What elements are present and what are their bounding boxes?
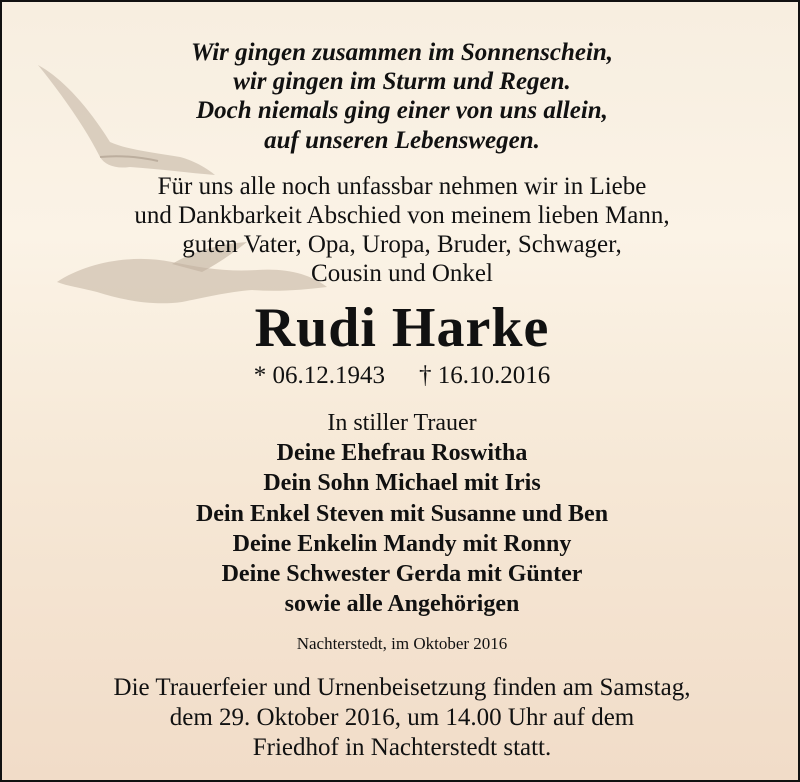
mourner-line: sowie alle Angehörigen [284,591,520,617]
funeral-line: dem 29. Oktober 2016, um 14.00 Uhr auf dem [169,704,635,731]
deceased-name: Rudi Harke [254,297,550,359]
poem-line: Wir gingen zusammen im Sonnenschein, [190,39,614,66]
mourner-line: Deine Ehefrau Roswitha [276,440,528,466]
intro-line: Für uns alle noch unfassbar nehmen wir in Liebe [157,173,647,200]
life-dates [2,363,800,388]
place-date: Nachterstedt, im Oktober 2016 [296,634,508,653]
intro-line: Cousin und Onkel [311,260,493,287]
intro-line: und Dankbarkeit Abschied von meinem lieben Mann, [134,202,670,229]
intro-line: guten Vater, Opa, Uropa, Bruder, Schwager, [182,231,622,258]
death-date: † 16.10.2016 [419,362,551,389]
poem-line: Doch niemals ging einer von uns allein, [196,97,608,124]
mourner-line: Dein Enkel Steven mit Susanne und Ben [195,501,609,527]
mourner-line: Deine Schwester Gerda mit Günter [221,561,583,587]
birth-date: * 06.12.1943 [253,362,385,389]
funeral-line: Die Trauerfeier und Urnenbeisetzung finden am Samstag, [113,674,691,701]
funeral-line: Friedhof in Nachterstedt statt. [252,734,552,761]
mourner-line: Deine Enkelin Mandy mit Ronny [232,531,572,557]
poem-line: auf unseren Lebenswegen. [264,127,540,154]
mourning-heading: In stiller Trauer [327,410,477,436]
mourner-line: Dein Sohn Michael mit Iris [263,470,541,496]
poem-line: wir gingen im Sturm und Regen. [233,68,571,95]
